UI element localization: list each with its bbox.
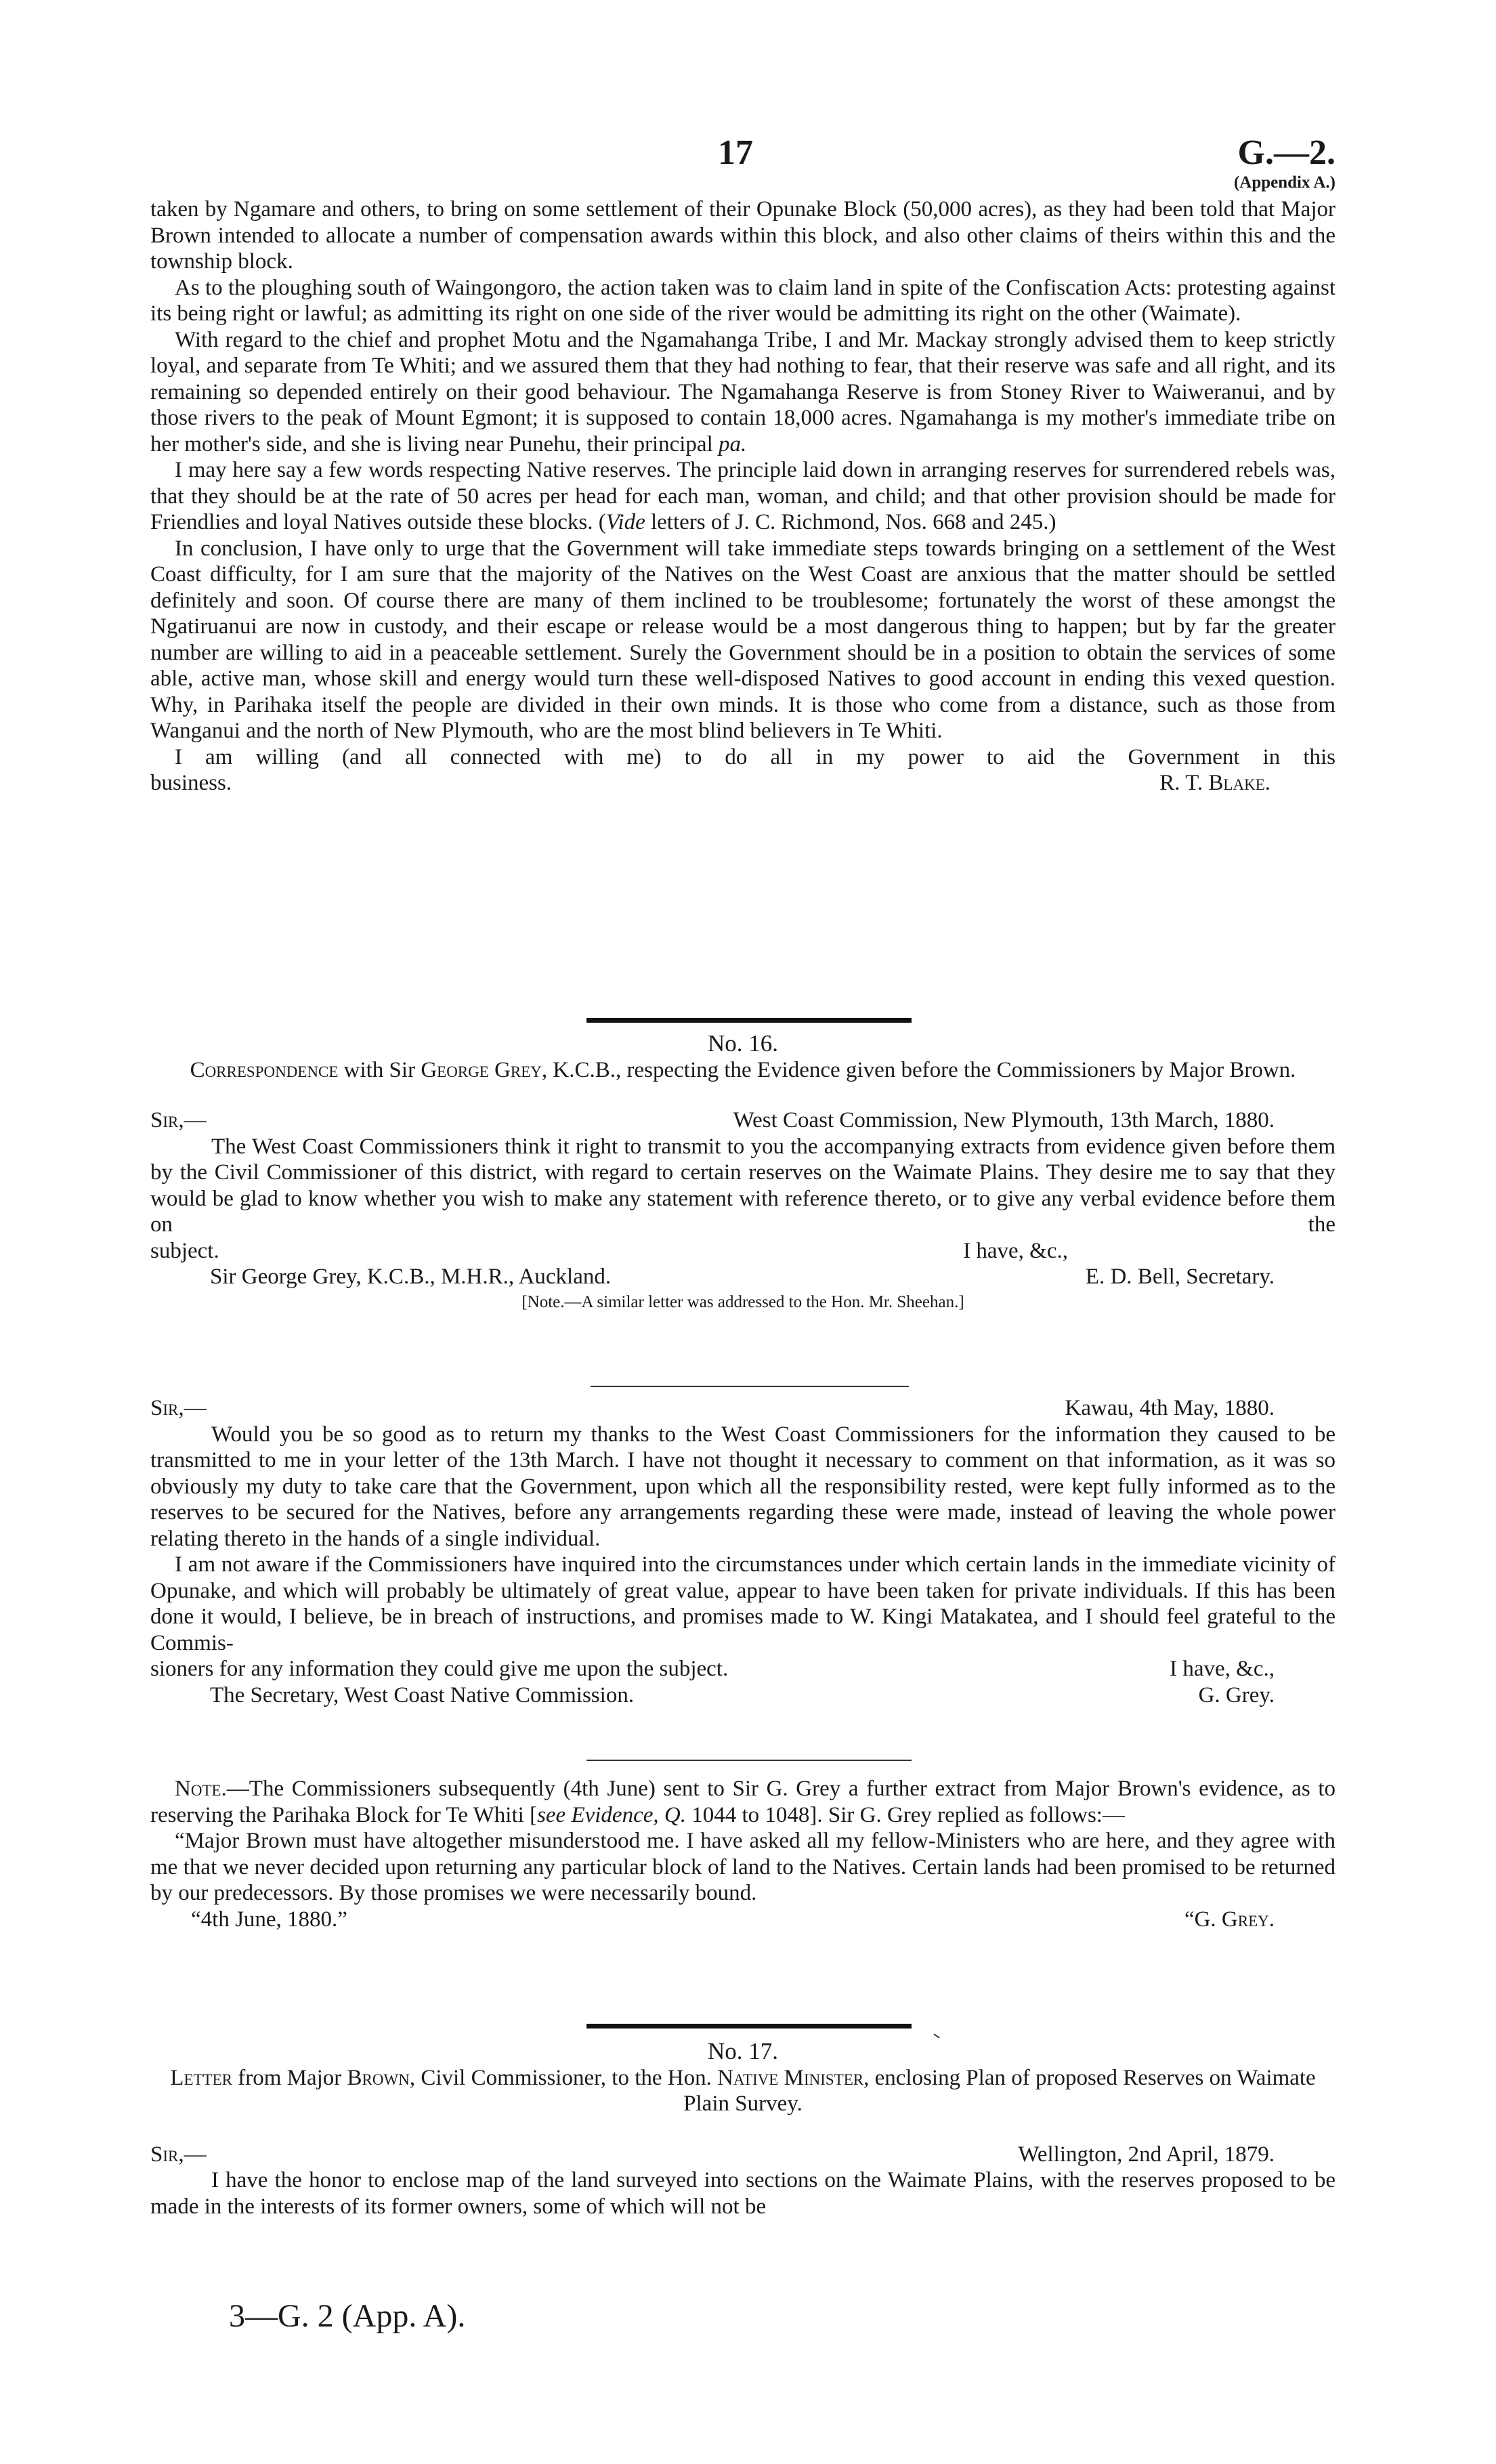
section-divider <box>586 2024 912 2028</box>
section-title: Letter from Major Brown, Civil Commissioner, to the Hon. Native Minister, enclosing Plan of proposed Reserves on Waimate Plain Survey. <box>170 2065 1316 2116</box>
letter-body: The West Coast Commissioners think it right to transmit to you the accompanying extracts from evidence given before them by the Civil Commissioner of this district, with regard to certain reserves on the Waimate Plains. They desire me to say that they would be glad to know whether you wish to make any statement with reference thereto, or to give any verbal evidence before them on the <box>150 1134 1335 1237</box>
page-number: 17 <box>718 133 753 172</box>
divider <box>586 1760 912 1761</box>
salutation: Sir,— <box>150 1108 207 1132</box>
salutation: Sir,— <box>150 1396 207 1420</box>
document-reference: G.—2. <box>1237 133 1335 172</box>
signature: R. T. Blake. <box>1159 771 1270 795</box>
note-block <box>150 1776 1335 1932</box>
letter-body: I have the honor to enclose map of the land surveyed into sections on the Waimate Plains, with the reserves proposed to be made in the interests of its former owners, some of which will not be <box>150 2168 1335 2219</box>
paragraph-end: sioners for any information they could give me upon the subject. <box>150 1657 729 1681</box>
paragraph-end: subject. <box>150 1238 219 1263</box>
quotation: “Major Brown must have altogether misunderstood me. I have asked all my fellow-Ministers who are here, and they agree with me that we never decided upon returning any particular block of land to the Natives. Certain lands had been promised to be returned by our predecessors. By those promises we were necessarily bound. <box>150 1829 1335 1905</box>
appendix-label: (Appendix A.) <box>1233 173 1335 192</box>
salutation: Sir,— <box>150 2142 207 2167</box>
letter-two <box>150 1395 1335 1708</box>
signature-mark: 3—G. 2 (App. A). <box>229 2298 466 2334</box>
signature-row <box>150 770 1335 796</box>
letter-body: I am not aware if the Commissioners have inquired into the circumstances under which certain lands in the immediate vicinity of Opunake, and which will probably be ultimately of great value, appear to have been taken for private individuals. If this has been done it would, I believe, be in breach of instructions, and promises made to W. Kingi Matakatea, and I should feel grateful to the Commis- <box>150 1552 1335 1655</box>
section-no16 <box>150 1031 1335 1315</box>
divider <box>591 1386 909 1387</box>
paragraph: I may here say a few words respecting Native reserves. The principle laid down in arranging reserves for surrendered rebels was, that they should be at the rate of 50 acres per head for each man, woman, and child; and that other provision should be made for Friendlies and loyal Natives outside these blocks. (Vide letters of J. C. Richmond, Nos. 668 and 245.) <box>150 458 1335 534</box>
paragraph: As to the ploughing south of Waingongoro, the action taken was to claim land in spite of the Confiscation Acts: protesting against its being right or lawful; as admitting its right on one side of the river would be admitting its right on the other (Waimate). <box>150 275 1335 326</box>
dateline: Kawau, 4th May, 1880. <box>1065 1396 1275 1420</box>
dateline: West Coast Commission, New Plymouth, 13th March, 1880. <box>733 1108 1275 1132</box>
quote-date: “4th June, 1880.” <box>191 1907 347 1932</box>
paragraph: With regard to the chief and prophet Motu and the Ngamahanga Tribe, I and Mr. Mackay strongly advised them to keep strictly loyal, and separate from Te Whiti; and we assured them that they had nothing to fear, that their reserve was safe and all right, and its remaining so depended entirely on their good behaviour. The Ngamahanga Reserve is from Stoney River to Waiweranui, and by those rivers to the peak of Mount Egmont; it is supposed to contain 18,000 acres. Ngamahanga is my mother's immediate tribe on her mother's side, and she is living near Punehu, their principal pa. <box>150 327 1335 456</box>
letter-body: Would you be so good as to return my thanks to the West Coast Commissioners for the information they caused to be transmitted to me in your letter of the 13th March. I have not thought it necessary to comment on that information, as it was so obviously my duty to take care that the Government, upon which all the responsibility rested, were kept fully informed as to the reserves to be secured for the Natives, before any arrangements regarding these were made, instead of leaving the whole power relating thereto in the hands of a single individual. <box>150 1422 1335 1551</box>
section-heading: No. 16. <box>707 1030 779 1057</box>
closing-row <box>150 1238 1335 1265</box>
section-no17 <box>150 2039 1335 2219</box>
addressee: Sir George Grey, K.C.B., M.H.R., Auckland. <box>210 1265 612 1289</box>
section-divider <box>586 1018 912 1023</box>
closing: I have, &c., <box>963 1238 1068 1263</box>
dateline: Wellington, 2nd April, 1879. <box>1018 2142 1275 2167</box>
closing: I have, &c., <box>1170 1657 1275 1681</box>
addressee: The Secretary, West Coast Native Commission. <box>210 1682 635 1707</box>
signature: E. D. Bell, Secretary. <box>1085 1265 1275 1289</box>
section-title: Correspondence with Sir George Grey, K.C.B., respecting the Evidence given before the Commissioners by Major Brown. <box>190 1057 1296 1082</box>
letter-header <box>150 1395 1335 1422</box>
signature: G. Grey. <box>1198 1682 1275 1707</box>
print-mark <box>933 2033 939 2038</box>
quote-signature-row <box>150 1907 1335 1933</box>
paragraph: I am willing (and all connected with me) to do all in my power to aid the Government in this <box>175 744 1335 769</box>
letter-header <box>150 2142 1335 2168</box>
continuation-section <box>150 196 1335 796</box>
addressee-row <box>150 1264 1335 1290</box>
paragraph: In conclusion, I have only to urge that the Government will take immediate steps towards bringing on a settlement of the West Coast difficulty, for I am sure that the majority of the Natives on the West Coast are anxious that the matter should be settled definitely and soon. Of course there are many of them inclined to be troublesome; fortunately the worst of these amongst the Ngatiruanui are now in custody, and their escape or release would be a most dangerous thing to happen; but by far the greater number are willing to aid in a peaceable settlement. Surely the Government should be in a position to obtain the services of some able, active man, whose skill and energy would turn these well-disposed Natives to good account in ending this vexed question. Why, in Parihaka itself the people are divided in their own minds. It is those who come from a distance, such as those from Wanganui and the north of New Plymouth, who are the most blind believers in Te Whiti. <box>150 536 1335 743</box>
note-paragraph: Note.—The Commissioners subsequently (4th June) sent to Sir G. Grey a further extract from Major Brown's evidence, as to reserving the Parihaka Block for Te Whiti [see Evidence, Q. 1044 to 1048]. Sir G. Grey replied as follows:— <box>150 1777 1335 1827</box>
section-heading: No. 17. <box>707 2038 779 2064</box>
note: [Note.—A similar letter was addressed to the Hon. Mr. Sheehan.] <box>521 1292 964 1311</box>
letter-header <box>150 1107 1335 1134</box>
signature: “G. Grey. <box>1184 1907 1275 1932</box>
paragraph: taken by Ngamare and others, to bring on some settlement of their Opunake Block (50,000 acres), as they had been told that Major Brown intended to allocate a number of compensation awards within this block, and also other claims of theirs within this and the township block. <box>150 197 1335 274</box>
closing-row <box>150 1656 1335 1682</box>
addressee-row <box>150 1682 1335 1709</box>
paragraph-end: business. <box>150 771 232 795</box>
